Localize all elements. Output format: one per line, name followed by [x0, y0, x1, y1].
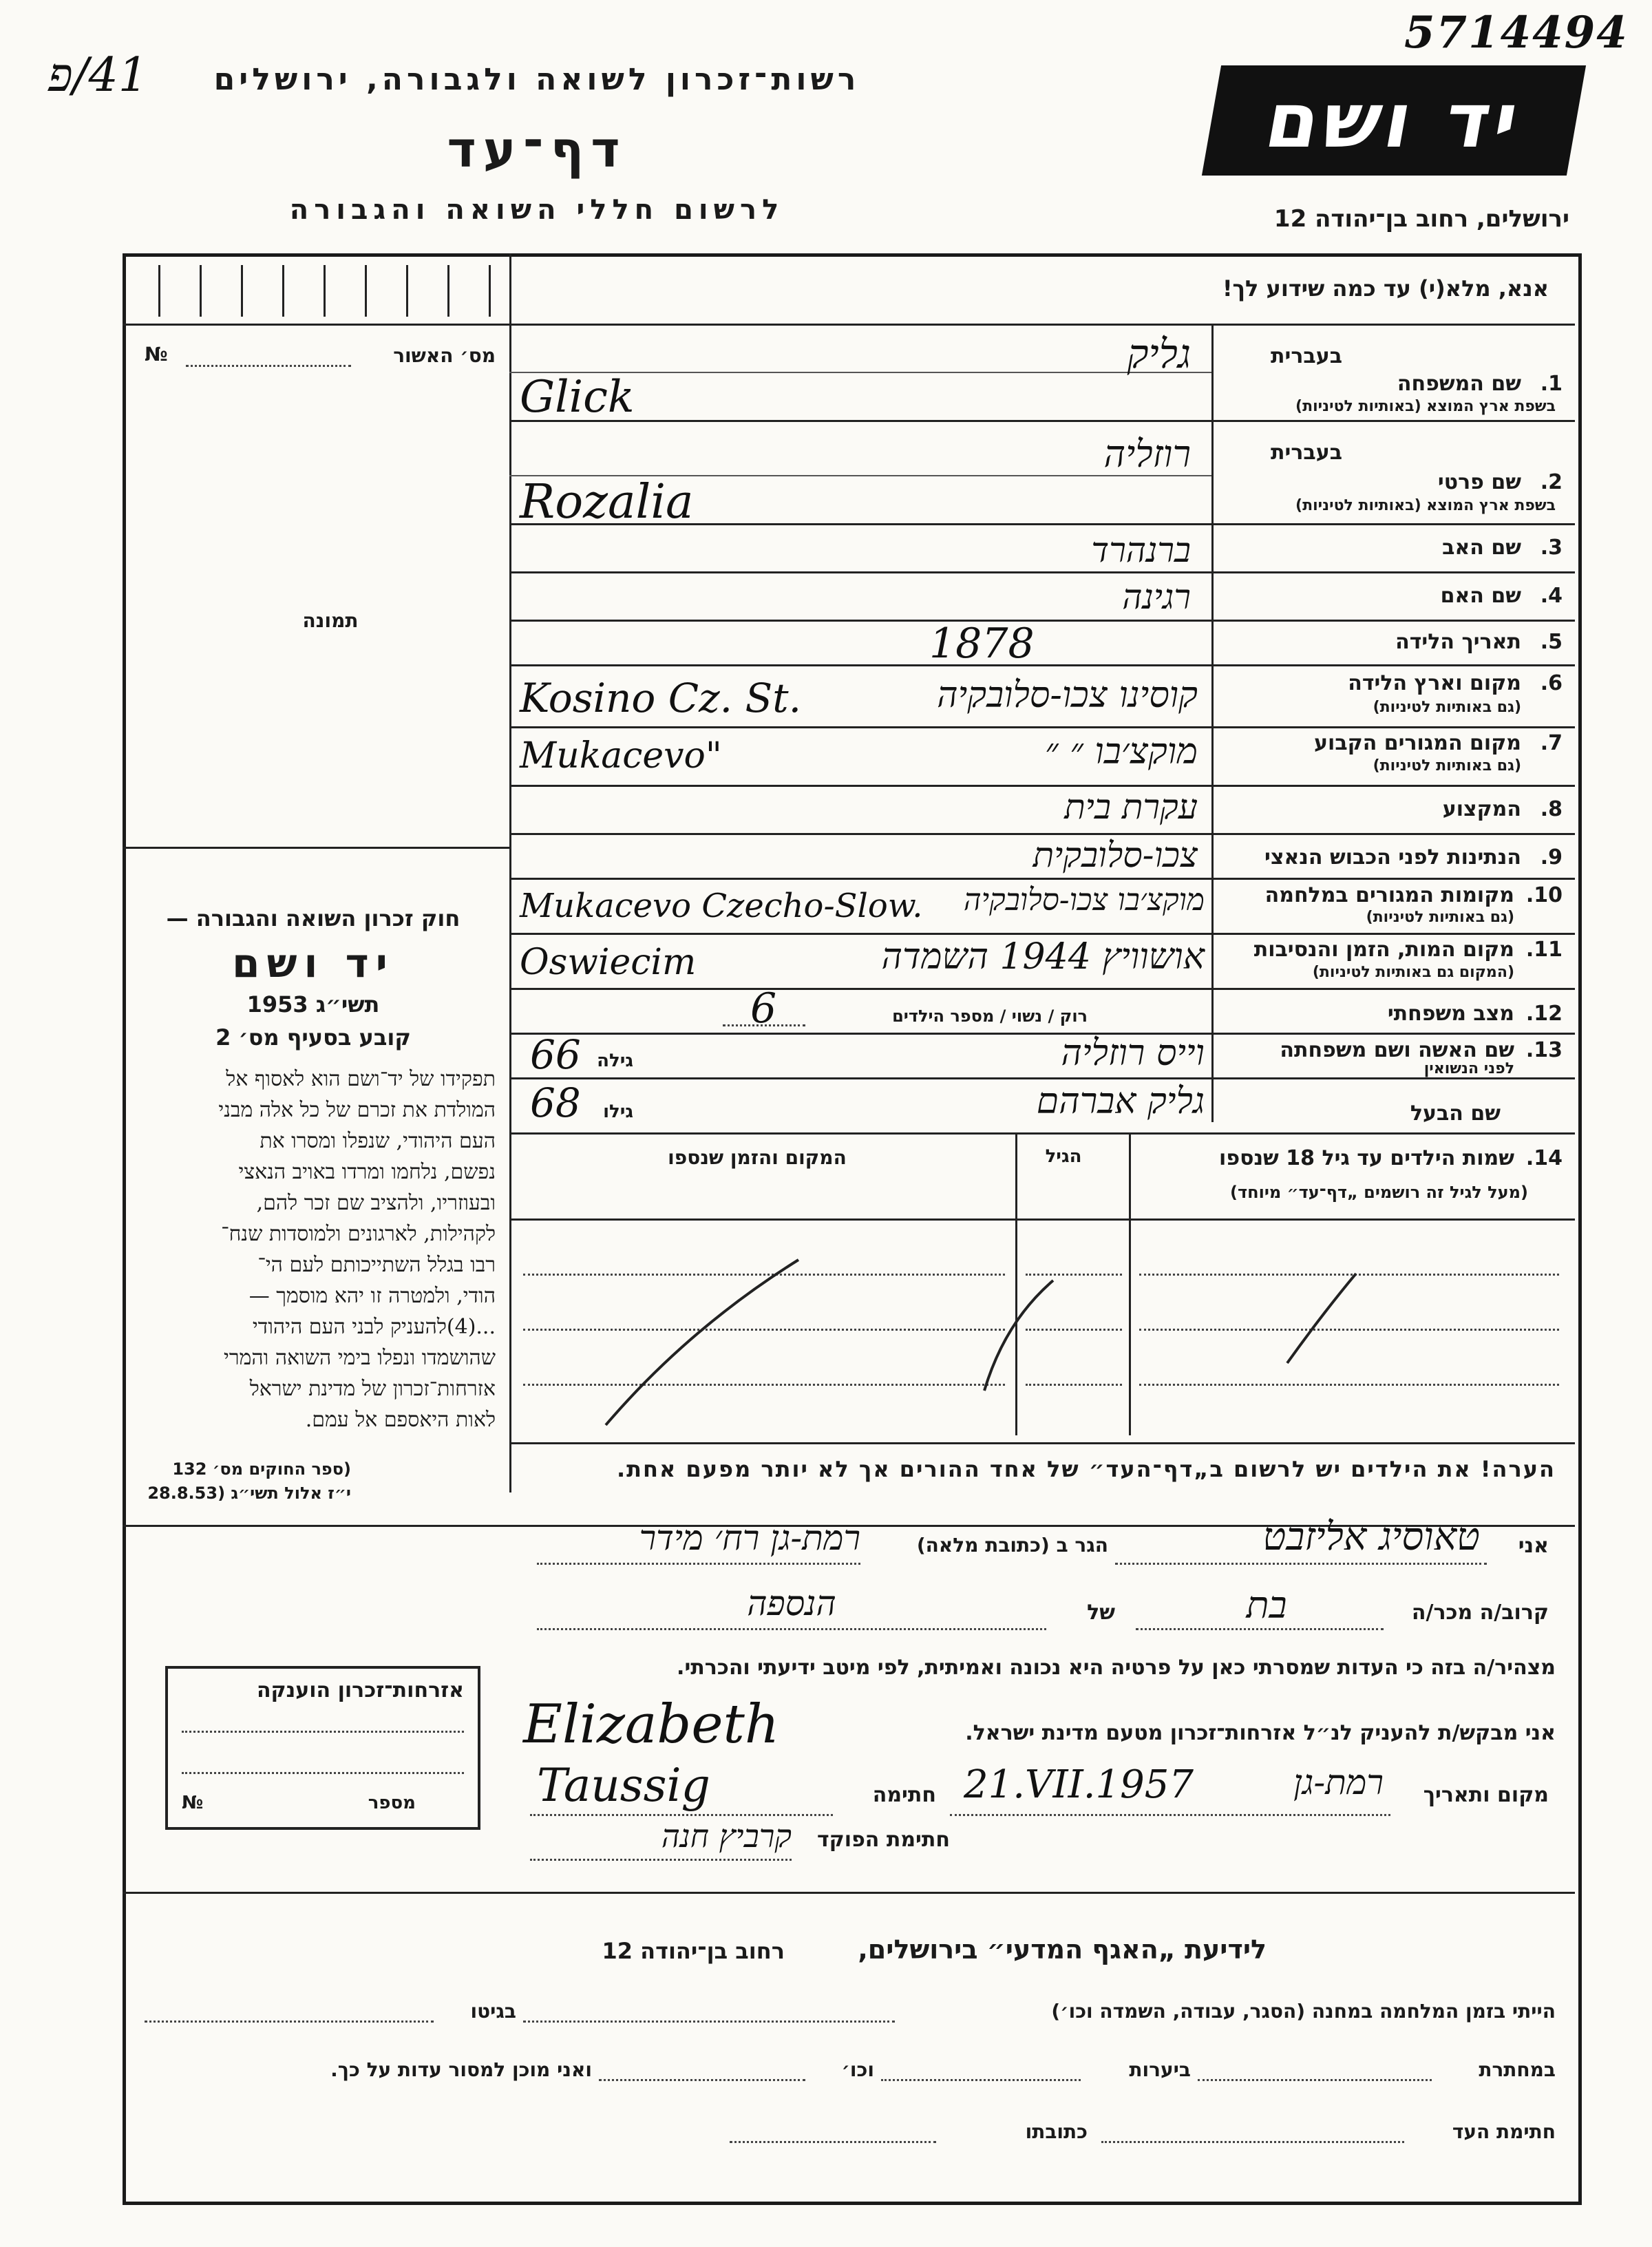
law-clause: קובע בסעיף מס׳ 2: [215, 1024, 411, 1051]
relation-value: בת: [1246, 1583, 1287, 1627]
yad-vashem-logo: [1202, 65, 1586, 176]
f8-value: עקרת בית: [1064, 787, 1198, 827]
place-date-label: מקום ותאריך: [1423, 1783, 1549, 1807]
f3-label: שם האב: [1442, 536, 1521, 560]
f8-num: 8.: [1540, 797, 1563, 821]
f12-label: מצב משפחתי: [1387, 1002, 1514, 1026]
f5-value: 1878: [929, 620, 1035, 668]
law-line: לקהילות, לארגונים ולמוסדות שנח־: [221, 1222, 496, 1246]
f4-num: 4.: [1540, 584, 1563, 608]
date-value: 21.VII.1957: [964, 1762, 1194, 1807]
f3-value: ברנהרד: [1091, 530, 1191, 570]
law-title: חוק זכרון השואה והגבורה —: [166, 905, 460, 931]
f9-label: הנתינות לפני הכבוש הנאצי: [1264, 845, 1521, 869]
f2-latin-value: Rozalia: [520, 475, 694, 529]
stamp-number: 5714494: [1404, 7, 1629, 59]
law-date: י״ז אלול תשי״ג (28.8.53: [147, 1484, 351, 1503]
f6-hebrew-value: קוסינו צכו-סלובקיה: [937, 675, 1198, 716]
authority-line: רשות־זכרון לשואה ולגבורה, ירושלים: [213, 62, 860, 97]
f13-sub: לפני הנשואין: [1423, 1060, 1514, 1077]
approval-no: №: [145, 343, 168, 366]
top-instruction: אנא, מלא(י) עד כמה שידוע לך!: [1222, 275, 1549, 302]
law-line: שהושמדו ונפלו בימי השואה והמרי: [223, 1346, 496, 1370]
tick-marks: [145, 265, 496, 320]
bottom-line3-b: כתובתו: [1025, 2120, 1088, 2143]
officer-label: חתימת הפוקד: [817, 1828, 950, 1852]
f2-hebrew-value: רוזליה: [1103, 432, 1191, 476]
note-text: הערה! את הילדים יש לרשום ב„דף־העד״ של אחד ההורים אך לא יותר מפעם אחת.: [616, 1456, 1556, 1482]
law-line: רבו בגלל השתייכותם לעם הי־: [257, 1253, 496, 1277]
law-line: לאות היאספם אל עמם.: [305, 1408, 496, 1432]
f13-label: שם האשה ושם משפחתה: [1280, 1038, 1514, 1062]
law-line: העם היהודי, שנפלו ומסרו את: [260, 1129, 496, 1153]
f1-label: שם המשפחה: [1397, 372, 1521, 396]
f13-value: וייס רוזליה: [1061, 1033, 1205, 1074]
f7-label: מקום המגורים הקבוע: [1314, 731, 1521, 755]
declarant-address: רמת-גן רח׳ מידר: [639, 1518, 860, 1558]
f1-latin-value: Glick: [520, 372, 635, 423]
request-text: אני מבקש/ת להעניק לנ״ל אזרחות־זכרון מטעם מדינת ישראל.: [965, 1721, 1556, 1745]
certificate-number-label: מספר: [368, 1793, 416, 1813]
header-address: ירושלים, רחוב בן־יהודה 12: [1273, 205, 1569, 233]
f9-num: 9.: [1540, 845, 1563, 869]
page-title: דף־עד: [447, 120, 627, 178]
law-line: נפשם, נלחמו ומרדו באויב הנאצי: [238, 1160, 496, 1184]
photo-label: תמונה: [302, 609, 359, 632]
f9-value: צכו-סלובקית: [1032, 835, 1198, 875]
f1-sub: בשפת ארץ המוצא (באותיות לטיניות): [1295, 398, 1556, 415]
logo-text: יד ושם: [1259, 76, 1529, 165]
of-value: הנספה: [747, 1583, 836, 1623]
relative-label: קרוב/ה מכר/ה: [1411, 1601, 1549, 1625]
f2-sub: בשפת ארץ המוצא (באותיות לטיניות): [1295, 497, 1556, 514]
law-body: [131, 1064, 496, 1435]
place-value: רמת-גן: [1293, 1762, 1384, 1802]
f1-hebrew-tag: בעברית: [1271, 344, 1342, 368]
law-line: תפקידו של יד־ושם הוא לאסוף אל: [226, 1067, 496, 1091]
declarant-i-label: אני: [1518, 1534, 1549, 1558]
f3-num: 3.: [1540, 536, 1563, 560]
resides-label: הגר ב (כתובת מלאה): [916, 1534, 1108, 1557]
page-subtitle: לרשום חללי השואה והגבורה: [289, 194, 785, 226]
approval-label: מס׳ האשור: [393, 344, 496, 367]
f14-label: שמות הילדים עד גיל 18 שנספו: [1219, 1146, 1514, 1170]
husband-age-label: גילו: [603, 1101, 633, 1122]
f6-num: 6.: [1540, 671, 1563, 695]
law-year: תשי״ג 1953: [246, 991, 380, 1017]
f10-hebrew-value: מוקצ׳בו צכו-סלובקיה: [963, 883, 1205, 918]
f7-num: 7.: [1540, 731, 1563, 755]
f1-num: 1.: [1540, 372, 1563, 396]
bottom-title: לידיעת „האגף המדעי״ בירושלים,: [858, 1934, 1267, 1965]
signature-label: חתימה: [872, 1783, 936, 1807]
law-line: אזרחות־זכרון של מדינת ישראל: [249, 1377, 496, 1401]
f7-sub: (גם באותיות לטיניות): [1373, 757, 1521, 774]
f12-num: 12.: [1525, 1002, 1563, 1026]
law-name: יד ושם: [232, 940, 394, 987]
law-line: המולדת את זכרם של כל אלה מבני: [218, 1098, 496, 1122]
f11-hebrew-value: אושוויץ 1944 השמדה: [881, 936, 1205, 978]
bottom-line2-d: ואני מוכן למסור עדות על כך.: [330, 2058, 592, 2081]
f6-label: מקום וארץ הלידה: [1348, 671, 1521, 695]
cross-out-strokes: [509, 1219, 1575, 1439]
f4-label: שם האם: [1440, 584, 1521, 608]
f11-num: 11.: [1525, 938, 1563, 962]
f13-num: 13.: [1525, 1038, 1563, 1062]
f10-sub: (גם באותיות לטיניות): [1366, 909, 1514, 926]
bottom-line2-b: ביערות: [1129, 2058, 1191, 2081]
f10-num: 10.: [1525, 883, 1563, 907]
law-line: הודי, ולמטרה זו יהא מוסמך —: [248, 1284, 496, 1308]
f2-label: שם פרטי: [1437, 470, 1521, 494]
of-label: של: [1087, 1601, 1115, 1625]
f8-label: המקצוע: [1442, 797, 1521, 821]
f5-num: 5.: [1540, 630, 1563, 654]
law-line: ...(4)להעניק לבני העם היהודי: [252, 1315, 496, 1339]
f2-num: 2.: [1540, 470, 1563, 494]
certificate-title: אזרחות־זכרון הוענקה: [256, 1678, 464, 1702]
margin-note: 41/פ: [48, 48, 149, 103]
f5-label: תאריך הלידה: [1395, 630, 1521, 654]
f2-hebrew-tag: בעברית: [1271, 441, 1342, 465]
f12-value: 6: [750, 984, 777, 1033]
f13-age-label: גילה: [597, 1051, 633, 1071]
f1-hebrew-value: גליק: [1127, 330, 1191, 377]
officer-value: קרביץ חנה: [661, 1817, 792, 1855]
bottom-line1-a: הייתי בזמן המלחמה במחנה (הסגר, עבודה, השמדה וכו׳): [1051, 2000, 1556, 2023]
bottom-line3-a: חתימת העד: [1452, 2120, 1556, 2143]
signature-top: Elizabeth: [523, 1694, 780, 1755]
f14-col-place: המקום והזמן שנספו: [668, 1146, 847, 1169]
husband-age: 68: [530, 1079, 581, 1126]
husband-label: שם הבעל: [1410, 1101, 1501, 1126]
f12-options: רוק / נשוי / מספר הילדים: [892, 1006, 1088, 1026]
law-source: (ספר החוקים מס׳ 132: [172, 1459, 351, 1479]
f14-col-age: הגיל: [1045, 1146, 1082, 1167]
declaration-text: מצהיר/ה בזה כי העדות שמסרתי כאן על פרטיה היא נכונה ואמיתית, לפי מיטב ידיעתי והכרתי.: [677, 1656, 1556, 1680]
f11-label: מקום המות, הזמן והנסיבות: [1253, 938, 1514, 962]
f11-latin-value: Oswiecim: [520, 942, 697, 983]
f7-latin-value: Mukacevo": [520, 735, 722, 777]
bottom-line1-b: בגיטו: [470, 2000, 516, 2023]
f7-hebrew-value: מוקצ׳בו ״ ״: [1044, 731, 1198, 772]
f6-sub: (גם באותיות לטיניות): [1373, 699, 1521, 716]
f6-latin-value: Kosino Cz. St.: [520, 675, 802, 721]
f4-value: רגינה: [1122, 577, 1191, 617]
signature-value: Taussig: [537, 1759, 710, 1812]
husband-value: גליק אברהם: [1036, 1081, 1205, 1122]
f14-sub: (מעל לגיל זה רושמים „דף־עד״ מיוחד): [1230, 1183, 1528, 1202]
f10-latin-value: Mukacevo Czecho-Slow.: [520, 887, 923, 925]
declarant-name: טאוסיג אליזבט: [1262, 1515, 1480, 1559]
f10-label: מקומות המגורים במלחמה: [1264, 883, 1514, 907]
bottom-line2-a: במחתרת: [1479, 2058, 1556, 2081]
f13-age: 66: [530, 1031, 581, 1078]
bottom-address: רחוב בן־יהודה 12: [602, 1938, 785, 1964]
f14-num: 14.: [1525, 1146, 1563, 1170]
certificate-no: №: [182, 1793, 204, 1813]
f11-sub: (המקום גם באותיות לטיניות): [1312, 964, 1514, 981]
law-line: ובעוזריו, ולהציב שם זכר להם,: [256, 1191, 496, 1215]
certificate-box: [165, 1666, 480, 1830]
bottom-line2-c: וכו׳: [841, 2058, 874, 2081]
